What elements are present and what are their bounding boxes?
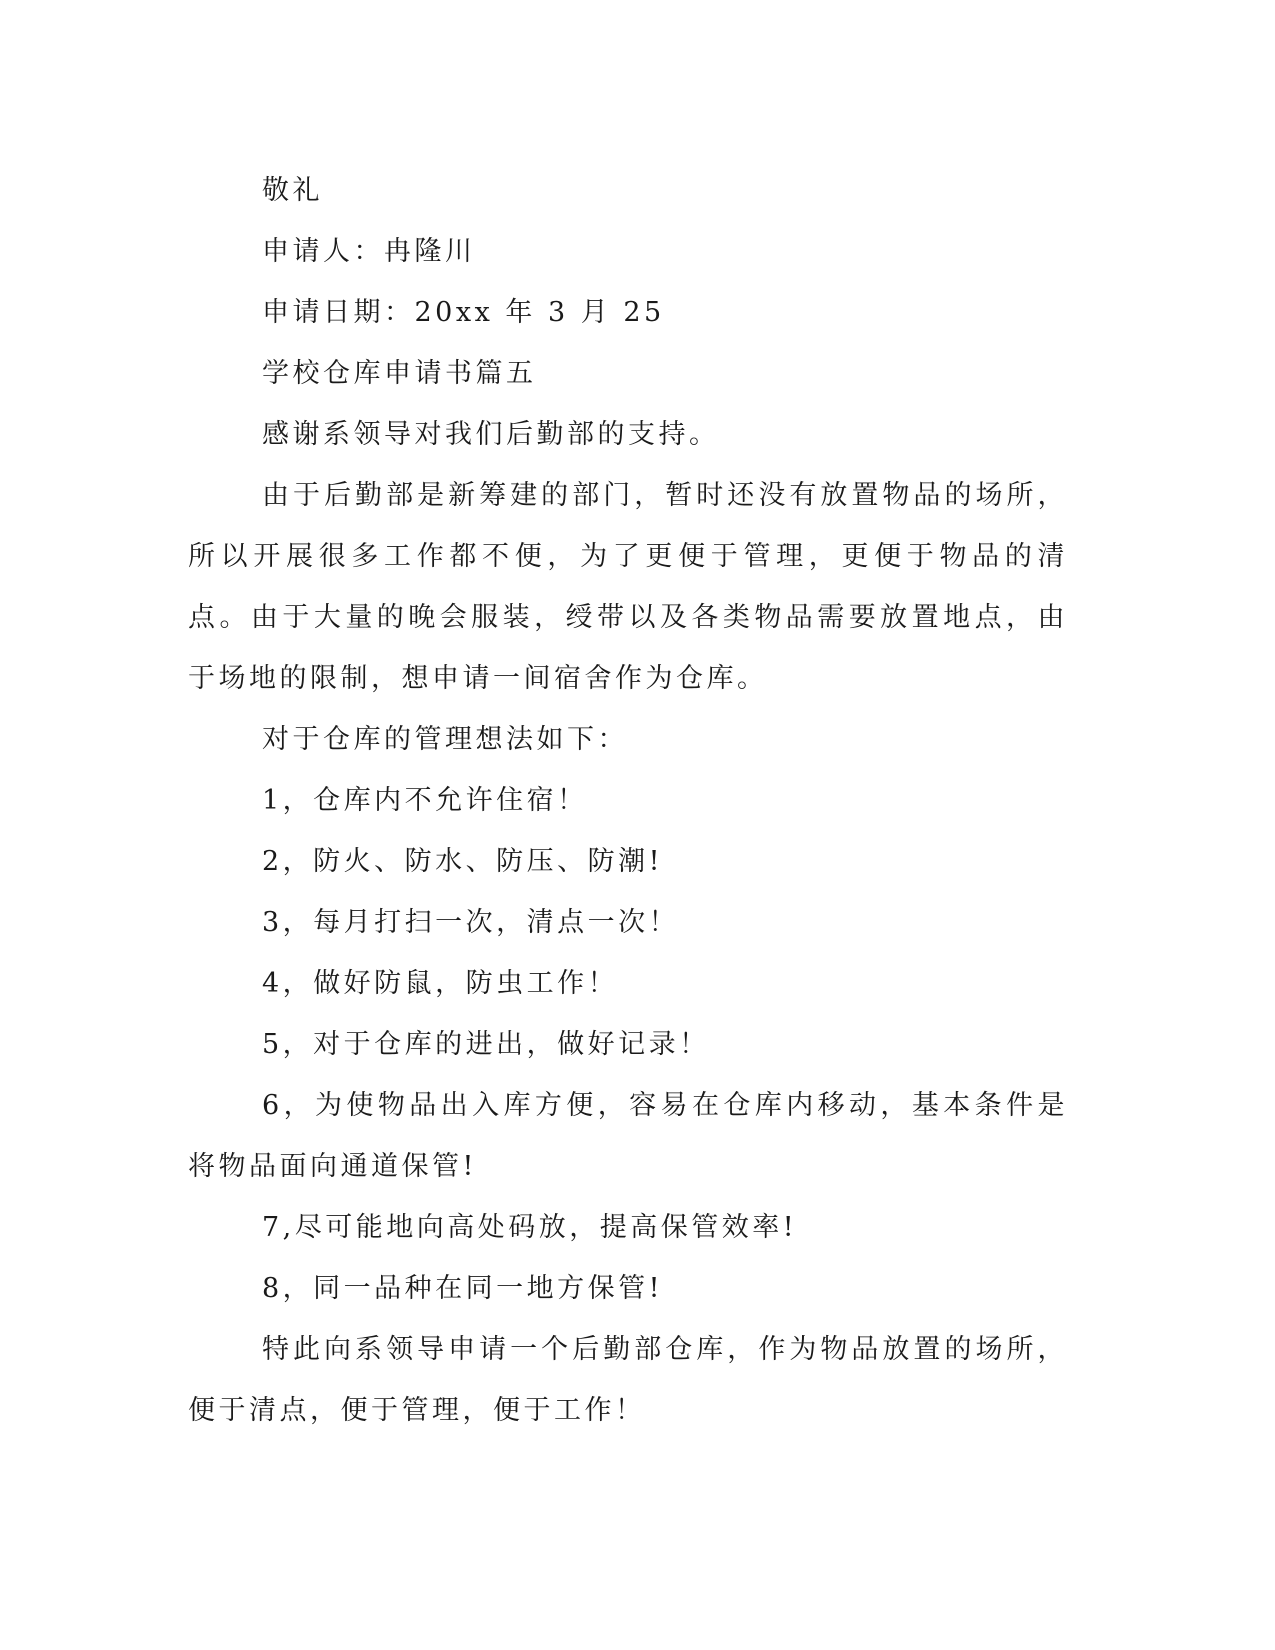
greeting-line: 感谢系领导对我们后勤部的支持。 (262, 419, 720, 450)
intro-paragraph: 由于后勤部是新筹建的部门，暂时还没有放置物品的场所，所以开展很多工作都不便，为了更便于管理，更便于物品的清点。由于大量的晚会服装，绶带以及各类物品需要放置地点，由于场地的限制，想申请一间宿舍作为仓库。 (188, 480, 1068, 694)
rule-item: 7,尽可能地向高处码放，提高保管效率! (262, 1212, 798, 1243)
rule-item: 4，做好防鼠，防虫工作！ (262, 968, 619, 999)
rule-item: 2，防火、防水、防压、防潮! (262, 846, 664, 877)
rule-item: 3，每月打扫一次，清点一次！ (262, 907, 680, 938)
date-line: 申请日期：20xx 年 3 月 25 (262, 297, 665, 328)
section-title: 学校仓库申请书篇五 (262, 358, 537, 389)
management-heading: 对于仓库的管理想法如下： (262, 724, 628, 755)
applicant-line: 申请人：冉隆川 (262, 236, 476, 267)
rule-item: 8，同一品种在同一地方保管! (262, 1273, 664, 1304)
document-body (188, 160, 1068, 1441)
closing-salutation: 敬礼 (262, 175, 323, 206)
rule-item: 1，仓库内不允许住宿！ (262, 785, 588, 816)
rule-item: 6，为使物品出入库方便，容易在仓库内移动，基本条件是将物品面向通道保管! (188, 1090, 1068, 1182)
rule-item: 5，对于仓库的进出，做好记录！ (262, 1029, 710, 1060)
conclusion-paragraph: 特此向系领导申请一个后勤部仓库，作为物品放置的场所，便于清点，便于管理，便于工作！ (188, 1334, 1068, 1426)
